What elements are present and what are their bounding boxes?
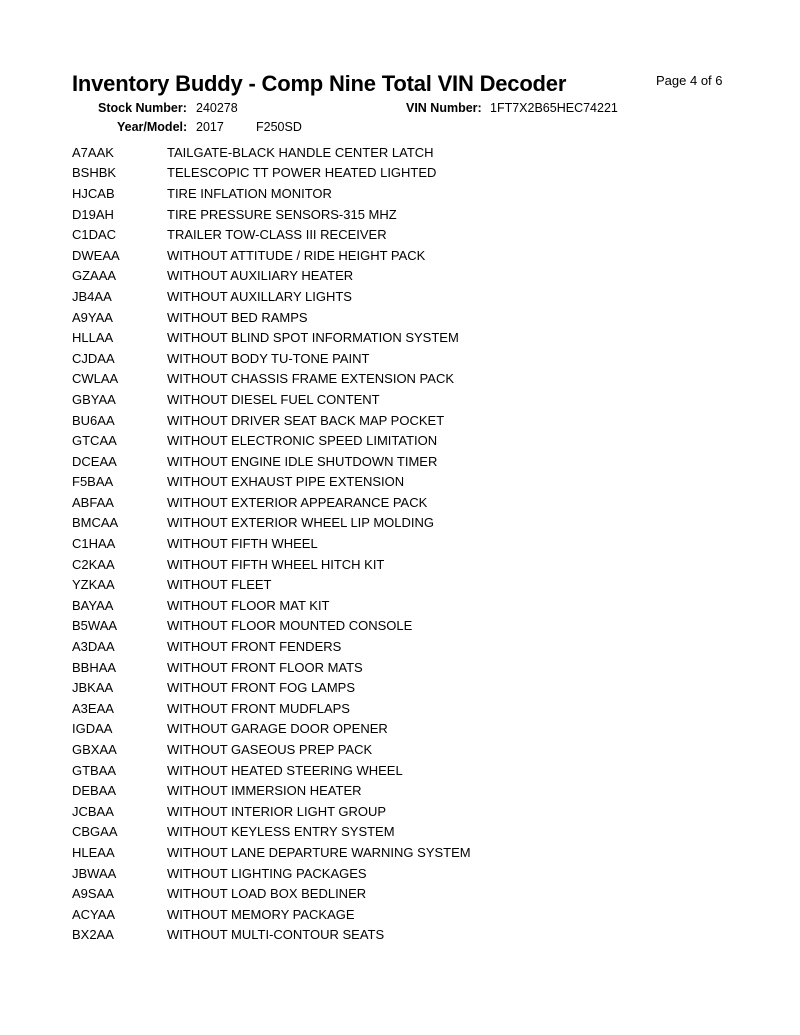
option-code: BBHAA: [72, 659, 117, 675]
option-code: F5BAA: [72, 474, 114, 490]
option-description: WITHOUT EXHAUST PIPE EXTENSION: [167, 474, 405, 490]
option-code: JBWAA: [72, 865, 117, 881]
option-code: BSHBK: [72, 165, 117, 181]
option-description: TRAILER TOW-CLASS III RECEIVER: [167, 227, 387, 243]
option-code: BAYAA: [72, 597, 114, 613]
option-code: JB4AA: [72, 288, 112, 304]
list-item: [72, 533, 672, 554]
option-description: WITHOUT LIGHTING PACKAGES: [167, 865, 367, 881]
option-code: BU6AA: [72, 412, 115, 428]
option-description: WITHOUT FRONT FENDERS: [167, 639, 342, 655]
option-description: WITHOUT FRONT MUDFLAPS: [167, 700, 350, 716]
option-code: JCBAA: [72, 803, 114, 819]
list-item: [72, 657, 672, 678]
option-description: WITHOUT FIFTH WHEEL HITCH KIT: [167, 556, 385, 572]
option-code: JBKAA: [72, 680, 114, 696]
option-code: A9YAA: [72, 309, 113, 325]
option-description: WITHOUT ELECTRONIC SPEED LIMITATION: [167, 433, 438, 449]
list-item: [72, 801, 672, 822]
list-item: [72, 842, 672, 863]
option-code: YZKAA: [72, 577, 115, 593]
list-item: [72, 307, 672, 328]
list-item: [72, 327, 672, 348]
option-code: A9SAA: [72, 886, 114, 902]
option-description: WITHOUT FLEET: [167, 577, 272, 593]
option-description: WITHOUT GASEOUS PREP PACK: [167, 742, 373, 758]
option-code: BMCAA: [72, 515, 119, 531]
list-item: [72, 430, 672, 451]
list-item: [72, 719, 672, 740]
list-item: [72, 142, 672, 163]
list-item: [72, 224, 672, 245]
option-description: WITHOUT ENGINE IDLE SHUTDOWN TIMER: [167, 453, 438, 469]
list-item: [72, 822, 672, 843]
option-code: CBGAA: [72, 824, 118, 840]
list-item: [72, 780, 672, 801]
option-description: WITHOUT MEMORY PACKAGE: [167, 906, 355, 922]
option-code: GZAAA: [72, 268, 117, 284]
option-code: A7AAK: [72, 144, 114, 160]
option-description: WITHOUT LOAD BOX BEDLINER: [167, 886, 367, 902]
list-item: [72, 883, 672, 904]
option-code: GTBAA: [72, 762, 117, 778]
option-code: ACYAA: [72, 906, 116, 922]
option-code: C1DAC: [72, 227, 117, 243]
year-value: 2017: [196, 120, 224, 134]
option-description: WITHOUT AUXILLARY LIGHTS: [167, 288, 352, 304]
option-code: DCEAA: [72, 453, 117, 469]
option-description: TIRE PRESSURE SENSORS-315 MHZ: [167, 206, 397, 222]
list-item: [72, 348, 672, 369]
option-description: WITHOUT IMMERSION HEATER: [167, 783, 362, 799]
option-description: WITHOUT FRONT FOG LAMPS: [167, 680, 356, 696]
option-code: DWEAA: [72, 247, 120, 263]
option-code: HJCAB: [72, 185, 115, 201]
option-description: WITHOUT EXTERIOR WHEEL LIP MOLDING: [167, 515, 435, 531]
option-description: WITHOUT FIFTH WHEEL: [167, 536, 318, 552]
option-code: GTCAA: [72, 433, 117, 449]
list-item: [72, 204, 672, 225]
vin-number-label-text: VIN Number:: [406, 101, 482, 115]
option-description: TELESCOPIC TT POWER HEATED LIGHTED: [167, 165, 437, 181]
option-code: GBYAA: [72, 391, 116, 407]
option-code-list: [72, 142, 672, 945]
list-item: [72, 492, 672, 513]
list-item: [72, 286, 672, 307]
option-code: D19AH: [72, 206, 114, 222]
option-description: WITHOUT GARAGE DOOR OPENER: [167, 721, 388, 737]
option-description: WITHOUT CHASSIS FRAME EXTENSION PACK: [167, 371, 454, 387]
list-item: [72, 760, 672, 781]
stock-number-label-text: Stock Number:: [98, 101, 187, 115]
year-model-label: [117, 120, 187, 134]
list-item: [72, 595, 672, 616]
option-code: B5WAA: [72, 618, 118, 634]
option-description: WITHOUT DRIVER SEAT BACK MAP POCKET: [167, 412, 445, 428]
option-code: C2KAA: [72, 556, 115, 572]
option-code: CWLAA: [72, 371, 119, 387]
option-code: C1HAA: [72, 536, 116, 552]
option-description: WITHOUT FRONT FLOOR MATS: [167, 659, 363, 675]
stock-number-value: 240278: [196, 101, 238, 115]
option-description: WITHOUT KEYLESS ENTRY SYSTEM: [167, 824, 395, 840]
option-description: WITHOUT FLOOR MAT KIT: [167, 597, 330, 613]
option-description: WITHOUT DIESEL FUEL CONTENT: [167, 391, 380, 407]
year-model-label-text: Year/Model:: [117, 120, 188, 134]
option-description: WITHOUT FLOOR MOUNTED CONSOLE: [167, 618, 413, 634]
list-item: [72, 163, 672, 184]
option-description: WITHOUT BODY TU-TONE PAINT: [167, 350, 370, 366]
list-item: [72, 183, 672, 204]
option-code: CJDAA: [72, 350, 115, 366]
list-item: [72, 554, 672, 575]
option-description: WITHOUT MULTI-CONTOUR SEATS: [167, 927, 385, 943]
option-description: TAILGATE-BLACK HANDLE CENTER LATCH: [167, 144, 434, 160]
option-description: WITHOUT BLIND SPOT INFORMATION SYSTEM: [167, 330, 459, 346]
option-description: WITHOUT EXTERIOR APPEARANCE PACK: [167, 494, 428, 510]
option-code: ABFAA: [72, 494, 114, 510]
option-description: WITHOUT LANE DEPARTURE WARNING SYSTEM: [167, 844, 471, 860]
option-code: HLEAA: [72, 844, 115, 860]
list-item: [72, 266, 672, 287]
list-item: [72, 739, 672, 760]
list-item: [72, 904, 672, 925]
list-item: [72, 698, 672, 719]
list-item: [72, 677, 672, 698]
option-code: GBXAA: [72, 742, 117, 758]
list-item: [72, 389, 672, 410]
vin-number-value: 1FT7X2B65HEC74221: [490, 101, 618, 115]
option-code: A3DAA: [72, 639, 115, 655]
option-description: WITHOUT INTERIOR LIGHT GROUP: [167, 803, 387, 819]
option-description: TIRE INFLATION MONITOR: [167, 185, 332, 201]
list-item: [72, 410, 672, 431]
vin-number-label: [406, 101, 482, 115]
option-code: IGDAA: [72, 721, 113, 737]
option-code: BX2AA: [72, 927, 114, 943]
document-title: Inventory Buddy - Comp Nine Total VIN Decoder: [72, 71, 567, 96]
list-item: [72, 245, 672, 266]
list-item: [72, 574, 672, 595]
option-code: HLLAA: [72, 330, 114, 346]
list-item: [72, 636, 672, 657]
option-code: DEBAA: [72, 783, 117, 799]
list-item: [72, 616, 672, 637]
option-description: WITHOUT ATTITUDE / RIDE HEIGHT PACK: [167, 247, 426, 263]
option-description: WITHOUT HEATED STEERING WHEEL: [167, 762, 403, 778]
list-item: [72, 472, 672, 493]
list-item: [72, 513, 672, 534]
list-item: [72, 451, 672, 472]
page-number: Page 4 of 6: [656, 73, 723, 88]
list-item: [72, 369, 672, 390]
option-description: WITHOUT BED RAMPS: [167, 309, 308, 325]
option-description: WITHOUT AUXILIARY HEATER: [167, 268, 354, 284]
list-item: [72, 925, 672, 946]
list-item: [72, 863, 672, 884]
stock-number-label: [98, 101, 187, 115]
model-value: F250SD: [256, 120, 302, 134]
option-code: A3EAA: [72, 700, 114, 716]
